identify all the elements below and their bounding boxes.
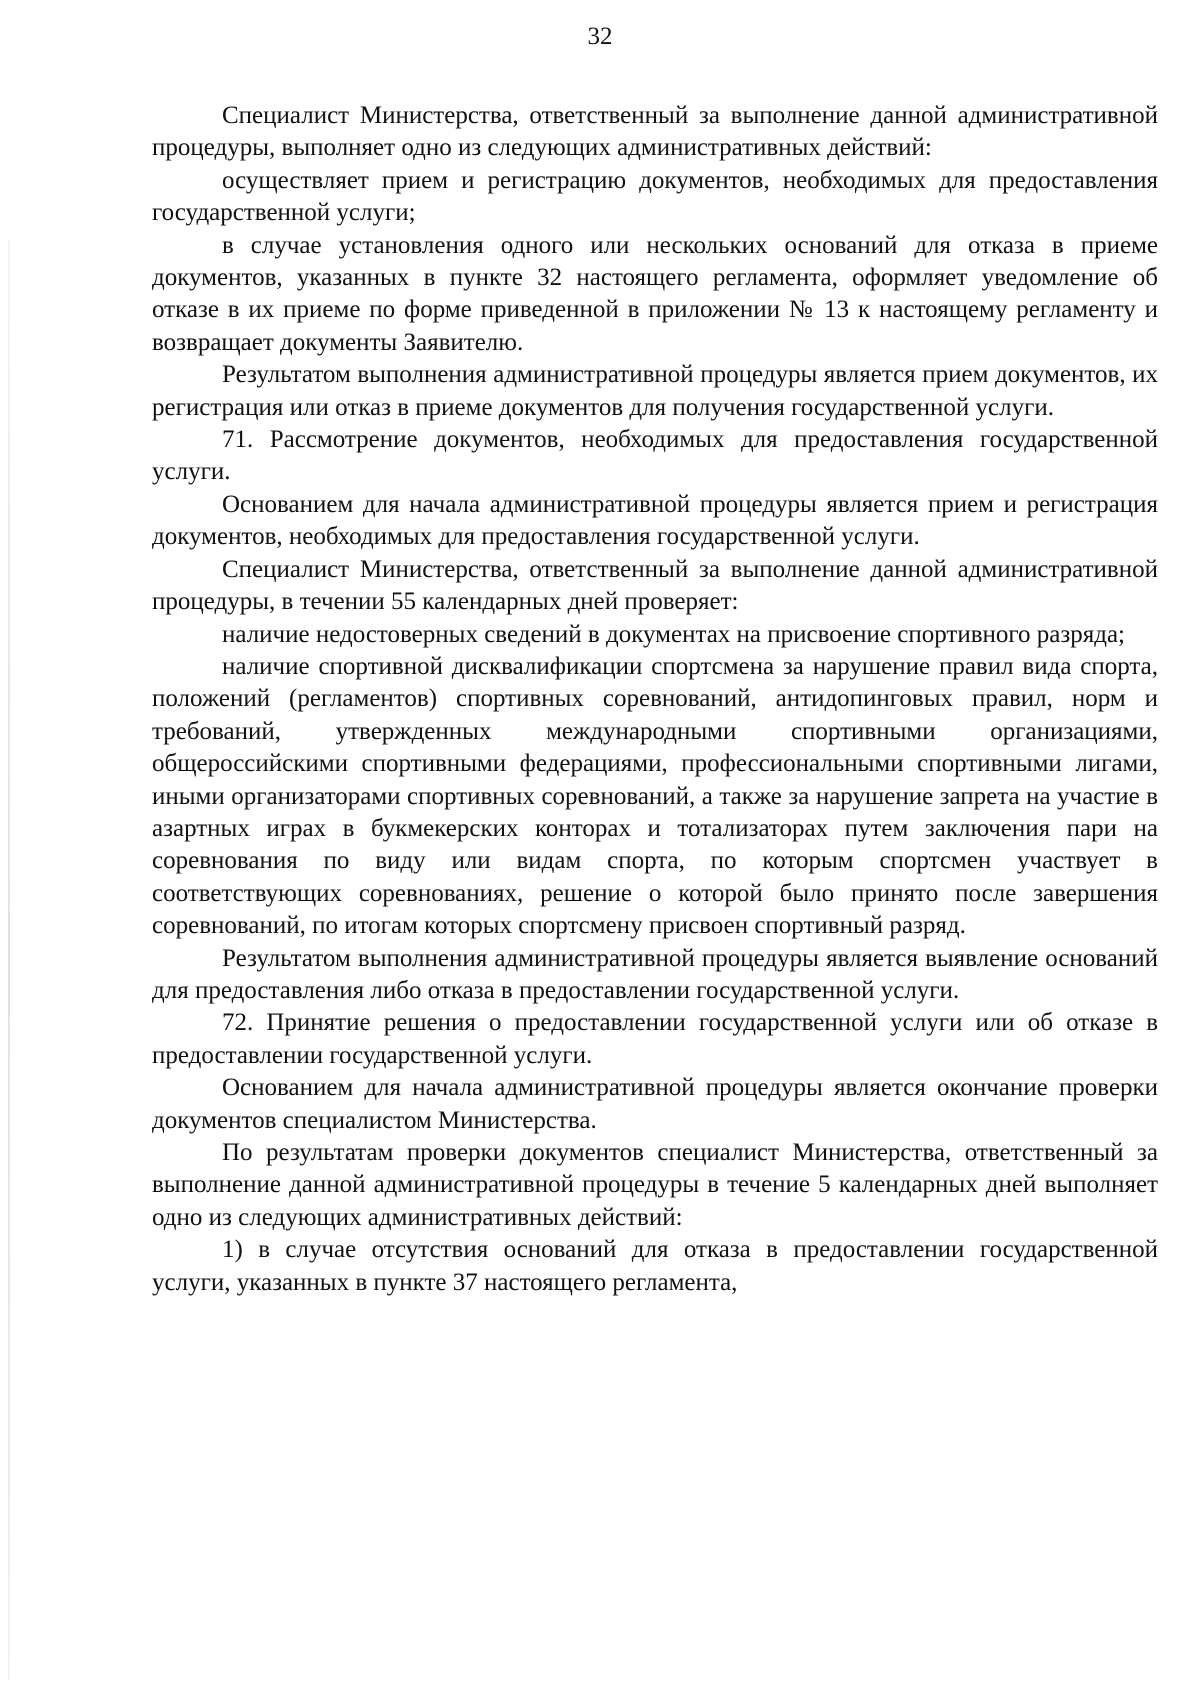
paragraph-basis-decision: Основанием для начала административной процедуры является окончание проверки документов специалистом Министерства. — [152, 1074, 1158, 1134]
paragraph-check-results: По результатам проверки документов специалист Министерства, ответственный за выполнение данной административной процедуры в течение 5 календарных дней выполняет одно из следующих административных действий: — [152, 1139, 1158, 1231]
paragraph-specialist-actions: Специалист Министерства, ответственный за выполнение данной административной процедуры, выполняет одно из следующих административных действий: — [152, 102, 1158, 162]
paragraph-section-71: 71. Рассмотрение документов, необходимых для предоставления государственной услуги. — [152, 426, 1158, 486]
paragraph-specialist-checks: Специалист Министерства, ответственный за выполнение данной административной процедуры, в течении 55 календарных дней проверяет: — [152, 555, 1158, 616]
paragraph-refusal-notice: в случае установления одного или нескольких оснований для отказа в приеме документов, указанных в пункте 32 настоящего регламента, оформляет уведомление об отказе в их приеме по форме приведенной в приложении № 13 к настоящему регламенту и возвращает документы Заявителю. — [152, 231, 1158, 356]
paragraph-item-1: 1) в случае отсутствия оснований для отказа в предоставлении государственной услуги, указанных в пункте 37 настоящего регламента, — [152, 1236, 1158, 1296]
paragraph-result-acceptance: Результатом выполнения административной процедуры является прием документов, их регистрация или отказ в приеме документов для получения государственной услуги. — [152, 361, 1158, 421]
paragraph-result-grounds: Результатом выполнения административной процедуры является выявление оснований для предоставления либо отказа в предоставлении государственной услуги. — [152, 944, 1158, 1004]
document-body — [152, 100, 1158, 1299]
paragraph-section-72: 72. Принятие решения о предоставлении государственной услуги или об отказе в предоставлении государственной услуги. — [152, 1009, 1158, 1069]
paragraph-unreliable-info: наличие недостоверных сведений в документах на присвоение спортивного разряда; — [222, 620, 1126, 648]
paragraph-disqualification: наличие спортивной дисквалификации спортсмена за нарушение правил вида спорта, положений (регламентов) спортивных соревнований, антидопинговых правил, норм и требований, утвержденных международными спортивными организациями, общероссийскими спортивными федерациями, профессиональными спортивными лигами, иными организаторами спортивных соревнований, а также за нарушение запрета на участие в азартных играх в букмекерских конторах и тотализаторах путем заключения пари на соревнования по виду или видам спорта, по которым спортсмен участвует в соответствующих соревнованиях, решение о которой было принято после завершения соревнований, по итогам которых спортсмену присвоен спортивный разряд. — [152, 652, 1158, 940]
paragraph-basis-review: Основанием для начала административной процедуры является прием и регистрация документов, необходимых для предоставления государственной услуги. — [152, 490, 1158, 551]
scan-edge-line — [8, 240, 10, 1680]
paragraph-accept-register: осуществляет прием и регистрацию документов, необходимых для предоставления государственной услуги; — [152, 166, 1158, 227]
page-number: 32 — [587, 23, 613, 50]
